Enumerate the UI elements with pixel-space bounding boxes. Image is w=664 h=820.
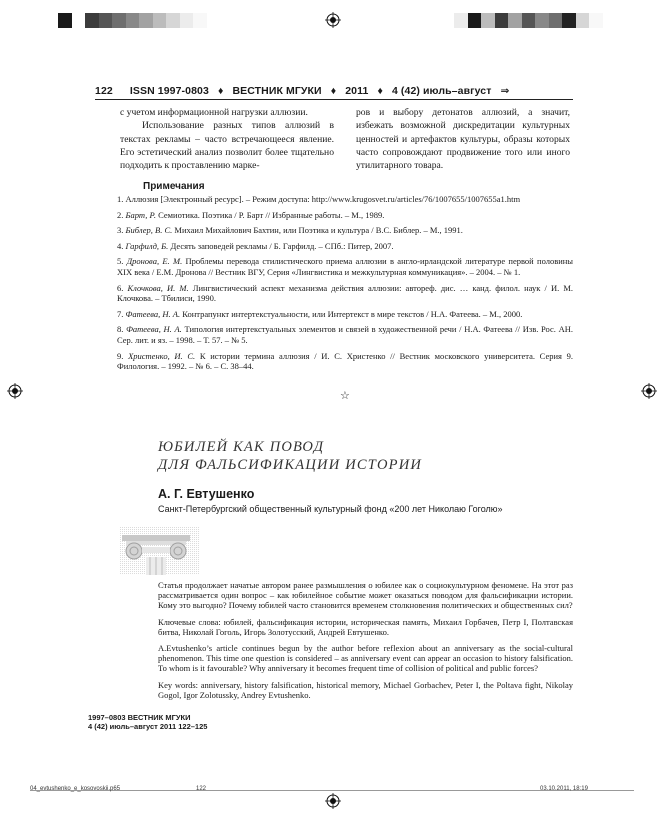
note-author: Фатеева, Н. А. — [125, 308, 181, 319]
diamond-icon: ♦ — [330, 85, 337, 97]
color-patch — [468, 13, 482, 28]
note-text: Аллюзия [Электронный ресурс]. – Режим доступа: http://www.krugosvet.ru/articles/76/1007655/1007655a1.htm — [125, 194, 521, 204]
note-item — [117, 324, 573, 345]
color-patch — [85, 13, 99, 28]
keywords-ru: Ключевые слова: юбилей, фальсификация истории, историческая память, Михаил Горбачев, Петр I, Полтавская битва, Николай Гоголь, Игорь Золотусский, Андрей Евтушенко. — [158, 616, 573, 637]
page-number: 122 — [95, 85, 113, 97]
note-text: Лингвистический аспект механизма действия аллюзии: автореф. дис. … канд. филол. наук / И. М. Клочкова. – Тбилиси, 1990. — [117, 282, 574, 304]
year: 2011 — [345, 85, 369, 97]
note-item — [117, 210, 573, 221]
article-title-line: ЮБИЛЕЙ КАК ПОВОД — [158, 439, 325, 455]
note-item — [117, 256, 573, 277]
note-text: Михаил Михайлович Бахтин, или Поэтика и культура / В.С. Библер. – М., 1991. — [174, 225, 463, 236]
article-title-line: ДЛЯ ФАЛЬСИФИКАЦИИ ИСТОРИИ — [158, 456, 423, 473]
abstract-en: A.Evtushenko’s article continues begun by the author before reflexion about an anniversary as the social-cultural phenomenon. This time one question is considered – as anniversary event can appear an occasion to history falsification. To whom is it favourable? Why anniversary it becomes frequent time of collision of political and public forces? — [158, 643, 573, 674]
color-patch — [126, 13, 140, 28]
arrow-right-icon: ⇒ — [500, 85, 510, 97]
note-item — [117, 351, 573, 372]
journal-name: ВЕСТНИК МГУКИ — [232, 85, 322, 97]
registration-mark-bottom — [325, 793, 341, 809]
note-author: Дронова, Е. М. — [126, 256, 183, 267]
running-header — [95, 85, 575, 97]
slug-page: 122 — [196, 786, 207, 792]
notes-heading: Примечания — [143, 181, 205, 192]
note-number: 6. — [117, 282, 124, 293]
star-separator-icon: ☆ — [340, 390, 350, 402]
color-bar-left — [58, 13, 207, 28]
color-patch — [522, 13, 536, 28]
footer-line: 1997–0803 ВЕСТНИК МГУКИ — [88, 713, 191, 722]
color-patch — [153, 13, 167, 28]
color-patch — [139, 13, 153, 28]
color-patch — [72, 13, 86, 28]
paragraph: Использование разных типов аллюзий в текстах рекламы – часто встречающееся явление. Его эстетический анализ позволит более тщательно подходить к проставлению марке- — [120, 120, 334, 172]
paragraph: с учетом информационной нагрузки аллюзии. — [120, 107, 308, 118]
note-author: Христенко, И. С. — [128, 350, 196, 361]
color-patch — [495, 13, 509, 28]
color-patch — [193, 13, 207, 28]
note-number: 8. — [117, 324, 124, 335]
color-patch — [481, 13, 495, 28]
note-item — [117, 241, 573, 252]
keywords-en: Key words: anniversary, history falsification, historical memory, Michael Gorbachev, Peter I, the Poltava fight, Nikolay Gogol, Igor Zolotussky, Andrey Evtushenko. — [158, 679, 573, 700]
note-author: Гарфилд, Б. — [125, 240, 169, 251]
note-text: Проблемы перевода стилистического приема аллюзии в англо-ирландской литературе первой половины XIX века / Е.М. Дронова // Вестник ВГУ, Серия «Лингвистика и межкультурная коммуникация». – 2004. – № 1. — [117, 256, 574, 277]
color-patch — [576, 13, 590, 28]
color-patch — [535, 13, 549, 28]
color-patch — [454, 13, 468, 28]
color-patch — [508, 13, 522, 28]
header-rule — [95, 99, 573, 100]
text-column-right — [356, 106, 570, 172]
footer-citation — [88, 713, 207, 731]
column-capital-ornament-icon — [120, 527, 200, 580]
note-number: 1. — [117, 194, 124, 204]
note-item — [117, 283, 573, 304]
abstract — [158, 580, 573, 706]
article-author: А. Г. Евтушенко — [158, 487, 255, 501]
note-author: Клочкова, И. М. — [127, 282, 189, 293]
slug-filename: 04_evtushenko_e_kosovoskii.p65 — [30, 786, 121, 792]
article-title — [158, 439, 422, 474]
note-item — [117, 194, 573, 205]
slug-datetime: 03.10.2011, 18:19 — [540, 786, 588, 792]
note-number: 2. — [117, 209, 124, 220]
issn: ISSN 1997-0803 — [129, 85, 209, 97]
color-patch — [58, 13, 72, 28]
registration-mark-right — [641, 383, 657, 399]
note-author: Барт, Р. — [125, 209, 156, 220]
diamond-icon: ♦ — [217, 85, 224, 97]
note-number: 3. — [117, 225, 124, 236]
author-affiliation: Санкт-Петербургский общественный культурный фонд «200 лет Николаю Гоголю» — [158, 504, 503, 514]
note-number: 7. — [117, 308, 124, 319]
color-patch — [589, 13, 603, 28]
note-text: Типология интертекстуальных элементов и связей в художественной речи / Н.А. Фатеева // Изв. Рос. АН. Сер. лит. и яз. – 1998. – Т. 57. – № 5. — [117, 324, 573, 345]
note-text: Десять заповедей рекламы / Б. Гарфилд. – СПб.: Питер, 2007. — [170, 240, 394, 251]
color-patch — [112, 13, 126, 28]
issue: 4 (42) июль–август — [391, 85, 492, 97]
note-text: Контрапункт интертекстуальности, или Интертекст в мире текстов / Н.А. Фатеева. – М., 2000. — [182, 308, 523, 319]
color-patch — [99, 13, 113, 28]
text-column-left — [120, 106, 334, 172]
note-number: 5. — [117, 256, 124, 267]
abstract-ru: Статья продолжает начатые автором ранее размышления о юбилее как о социокультурном феномене. На этот раз рассматривается один вопрос – как юбилейное событие может оказаться поводом для фальсификации истории. Кому это выгодно? Почему юбилей часто становится временем столкновения политических и общественных сил? — [158, 580, 573, 611]
registration-mark-left — [7, 383, 23, 399]
note-item — [117, 309, 573, 320]
note-author: Фатеева, Н. А. — [126, 324, 182, 335]
diamond-icon: ♦ — [377, 85, 383, 97]
color-patch — [180, 13, 194, 28]
note-number: 9. — [117, 350, 124, 361]
notes-list — [117, 194, 573, 377]
note-author: Библер, В. С. — [125, 225, 173, 236]
note-item — [117, 225, 573, 236]
color-patch — [166, 13, 180, 28]
registration-mark-top — [325, 12, 341, 28]
note-text: Семиотика. Поэтика / Р. Барт // Избранные работы. – М., 1989. — [158, 209, 385, 220]
note-text: К истории термина аллюзия / И. С. Христенко // Вестник московского университета. Серия 9. Филология. – 1992. – № 6. – С. 38–44. — [117, 350, 574, 372]
color-patch — [562, 13, 576, 28]
note-number: 4. — [117, 240, 124, 251]
footer-line: 4 (42) июль–август 2011 122–125 — [88, 722, 208, 731]
color-bar-right — [454, 13, 603, 28]
color-patch — [549, 13, 563, 28]
paragraph: ров и выбору детонатов аллюзий, а значит, избежать возможной дискредитации культурных ценностей и артефактов культуры, образы которых часто сопровождают продвижение того или иного утилитарного товара. — [356, 107, 570, 172]
